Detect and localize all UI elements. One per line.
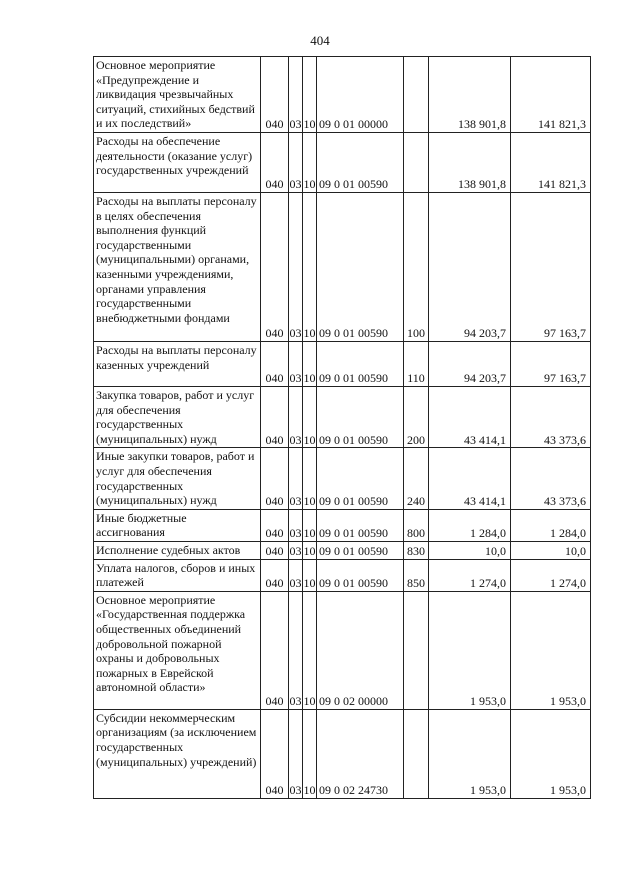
cell-csr: 09 0 02 24730 (317, 709, 404, 798)
cell-csr: 09 0 01 00590 (317, 448, 404, 509)
cell-sum-2: 97 163,7 (511, 193, 591, 342)
cell-rz: 03 (289, 709, 303, 798)
table-row (94, 387, 591, 448)
cell-csr: 09 0 01 00590 (317, 387, 404, 448)
cell-csr: 09 0 01 00590 (317, 559, 404, 591)
cell-gr: 040 (261, 193, 289, 342)
cell-vr (404, 57, 429, 133)
cell-sum-1: 94 203,7 (429, 342, 511, 387)
cell-pr: 10 (303, 342, 317, 387)
cell-pr: 10 (303, 193, 317, 342)
cell-sum-1: 138 901,8 (429, 133, 511, 193)
cell-gr: 040 (261, 541, 289, 559)
cell-sum-2: 97 163,7 (511, 342, 591, 387)
cell-vr (404, 133, 429, 193)
cell-sum-1: 1 953,0 (429, 709, 511, 798)
cell-vr: 850 (404, 559, 429, 591)
cell-sum-1: 138 901,8 (429, 57, 511, 133)
cell-sum-1: 43 414,1 (429, 387, 511, 448)
cell-gr: 040 (261, 387, 289, 448)
table-row (94, 193, 591, 342)
cell-rz: 03 (289, 541, 303, 559)
cell-vr: 800 (404, 509, 429, 541)
cell-sum-2: 141 821,3 (511, 133, 591, 193)
cell-vr: 200 (404, 387, 429, 448)
cell-rz: 03 (289, 193, 303, 342)
cell-sum-1: 1 284,0 (429, 509, 511, 541)
table-row (94, 57, 591, 133)
cell-rz: 03 (289, 591, 303, 709)
cell-pr: 10 (303, 591, 317, 709)
table-row (94, 541, 591, 559)
cell-csr: 09 0 01 00590 (317, 342, 404, 387)
cell-rz: 03 (289, 448, 303, 509)
table-row (94, 591, 591, 709)
cell-vr: 100 (404, 193, 429, 342)
cell-csr: 09 0 01 00590 (317, 193, 404, 342)
cell-csr: 09 0 01 00590 (317, 133, 404, 193)
cell-sum-1: 43 414,1 (429, 448, 511, 509)
cell-sum-1: 94 203,7 (429, 193, 511, 342)
cell-pr: 10 (303, 709, 317, 798)
cell-pr: 10 (303, 541, 317, 559)
cell-vr: 110 (404, 342, 429, 387)
page-number: 404 (310, 33, 330, 48)
cell-pr: 10 (303, 57, 317, 133)
row-name: Закупка товаров, работ и услуг для обеспечения государственных (муниципальных) нужд (94, 387, 261, 448)
table-row (94, 342, 591, 387)
cell-rz: 03 (289, 342, 303, 387)
cell-sum-2: 1 953,0 (511, 709, 591, 798)
cell-vr (404, 709, 429, 798)
cell-sum-2: 1 274,0 (511, 559, 591, 591)
cell-sum-2: 1 953,0 (511, 591, 591, 709)
row-name: Иные бюджетные ассигнования (94, 509, 261, 541)
row-name: Расходы на выплаты персоналу в целях обеспечения выполнения функций государственными (муниципальными) органами, казенными учреждениями, органами управления государственными внебюджетными фондами (94, 193, 261, 342)
cell-csr: 09 0 01 00000 (317, 57, 404, 133)
cell-gr: 040 (261, 709, 289, 798)
cell-gr: 040 (261, 509, 289, 541)
cell-sum-2: 141 821,3 (511, 57, 591, 133)
table-row (94, 709, 591, 798)
row-name: Исполнение судебных актов (94, 541, 261, 559)
table-row (94, 509, 591, 541)
cell-sum-1: 1 953,0 (429, 591, 511, 709)
cell-vr: 240 (404, 448, 429, 509)
cell-gr: 040 (261, 342, 289, 387)
cell-rz: 03 (289, 559, 303, 591)
row-name: Уплата налогов, сборов и иных платежей (94, 559, 261, 591)
cell-csr: 09 0 01 00590 (317, 509, 404, 541)
row-name: Основное мероприятие «Предупреждение и ликвидация чрезвычайных ситуаций, стихийных бедствий и их последствий» (94, 57, 261, 133)
table-row (94, 133, 591, 193)
cell-vr (404, 591, 429, 709)
cell-pr: 10 (303, 509, 317, 541)
cell-pr: 10 (303, 133, 317, 193)
cell-sum-1: 1 274,0 (429, 559, 511, 591)
cell-csr: 09 0 01 00590 (317, 541, 404, 559)
cell-gr: 040 (261, 57, 289, 133)
cell-csr: 09 0 02 00000 (317, 591, 404, 709)
cell-pr: 10 (303, 448, 317, 509)
cell-sum-2: 43 373,6 (511, 448, 591, 509)
cell-sum-2: 43 373,6 (511, 387, 591, 448)
cell-vr: 830 (404, 541, 429, 559)
cell-gr: 040 (261, 448, 289, 509)
row-name: Расходы на выплаты персоналу казенных учреждений (94, 342, 261, 387)
cell-pr: 10 (303, 559, 317, 591)
cell-gr: 040 (261, 591, 289, 709)
row-name: Иные закупки товаров, работ и услуг для обеспечения государственных (муниципальных) нужд (94, 448, 261, 509)
table-row (94, 559, 591, 591)
cell-rz: 03 (289, 133, 303, 193)
cell-pr: 10 (303, 387, 317, 448)
cell-rz: 03 (289, 57, 303, 133)
budget-table (93, 56, 591, 799)
cell-sum-2: 1 284,0 (511, 509, 591, 541)
cell-rz: 03 (289, 509, 303, 541)
row-name: Субсидии некоммерческим организациям (за исключением государственных (муниципальных) учреждений) (94, 709, 261, 798)
row-name: Основное мероприятие «Государственная поддержка общественных объединений добровольной пожарной охраны и добровольных пожарных в Еврейской автономной области» (94, 591, 261, 709)
cell-sum-2: 10,0 (511, 541, 591, 559)
table-row (94, 448, 591, 509)
cell-gr: 040 (261, 133, 289, 193)
cell-sum-1: 10,0 (429, 541, 511, 559)
row-name: Расходы на обеспечение деятельности (оказание услуг) государственных учреждений (94, 133, 261, 193)
cell-gr: 040 (261, 559, 289, 591)
cell-rz: 03 (289, 387, 303, 448)
